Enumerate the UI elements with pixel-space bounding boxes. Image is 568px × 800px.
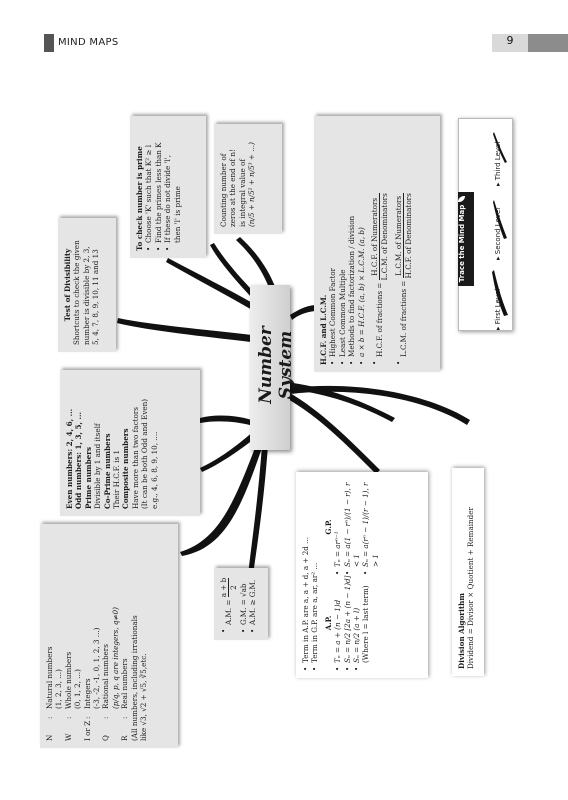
- numbers-key-6: Q: [101, 735, 111, 741]
- ap-formula-1: • Tₙ = a + (n − 1)d: [333, 575, 342, 671]
- division-title: Division Algorithm: [457, 593, 466, 669]
- numbers-text-8: Real numbers: [120, 658, 130, 709]
- header-page-number: 9: [506, 34, 514, 47]
- numbers-key-5: [92, 719, 101, 741]
- divisibility-line-3: 5, 4, 7, 8, 9, 10, 11 and 13: [91, 249, 101, 345]
- branch-divisibility: [117, 318, 252, 342]
- prime-check-title: To check number is prime: [135, 146, 144, 251]
- numbers-text-5: (-3, -2, -1, 0, 1, 2, 3 ...): [92, 627, 102, 709]
- branch-hcf: [290, 305, 315, 320]
- parity-prime-text: Divisible by 1 and itself: [93, 423, 103, 509]
- legend-branch-samples: [460, 120, 512, 330]
- parity-composite-text-2: (It can be both Odd and Even): [140, 398, 150, 509]
- prime-check-bullet-1: • Choose 'K' such that K² ≥ l: [144, 123, 153, 251]
- means-am-fraction: a + b 2: [219, 577, 239, 598]
- hcf-bullet-3: • Methods to find factorization / division: [347, 123, 356, 365]
- legend-title: Trace the Mind Map: [458, 192, 474, 286]
- numbers-note-2: like √3, √2 + √5, ∛5,etc.: [139, 653, 149, 741]
- parity-composite-heading: Composite numbers: [121, 428, 131, 509]
- hcf-fraction: H.C.F. of Numerators L.C.M. of Denominators: [370, 193, 390, 281]
- means-am-label: A.M. =: [223, 599, 233, 625]
- parity-coprime-heading: Co-Prime numbers: [102, 433, 112, 509]
- gp-formula-1: • Tₙ = arⁿ⁻¹: [333, 479, 342, 575]
- numbers-text-2: Whole numbers: [63, 651, 73, 709]
- numbers-key-3: [73, 719, 82, 741]
- ap-formula-3: • Sₙ = n/2 (a + l): [352, 575, 361, 671]
- ap-heading: A.P.: [323, 615, 333, 631]
- numbers-note-1: (All numbers, including irrationals: [129, 615, 139, 741]
- zeros-box: [214, 124, 282, 234]
- branch-parity: [200, 416, 254, 426]
- numbers-text-1: (1, 2, 3, ...): [54, 669, 64, 709]
- numbers-text-4: Integers: [82, 678, 92, 709]
- parity-prime-heading: Prime numbers: [83, 446, 93, 509]
- division-box: [452, 468, 484, 676]
- legend-item-second: ▸ Second Level: [494, 207, 502, 260]
- numbers-text-7: (p/q, p, q are integers, q≠0): [110, 607, 120, 709]
- division-text: Dividend = Divisor × Quotient + Remainder: [466, 507, 476, 669]
- ap-column: [324, 575, 380, 671]
- progression-box: [296, 472, 428, 678]
- ap-formula-2: • Sₙ = n/2 [2a + (n − 1)d]: [343, 575, 352, 671]
- progression-gp-terms: • Term in G.P. are a, ar, ar² ...: [310, 479, 319, 671]
- numbers-text-6: Rational numbers: [101, 644, 111, 709]
- gp-formula-2: • Sₙ = a(1 − rⁿ)/(1 − r), r < 1: [343, 479, 362, 575]
- divisibility-line-2: number is divisible by 2, 3,: [81, 246, 91, 345]
- zeros-line-1: Counting number of: [219, 153, 228, 227]
- hcf-bullet-5-label: H.C.F. of fractions =: [374, 282, 384, 357]
- hcf-bullet-2: • Least Common Multiple: [338, 123, 347, 365]
- prime-check-bullet-2: • Find the primes less than K: [154, 123, 163, 251]
- progression-ap-terms: • Term in A.P. are a, a + d, a + 2d ...: [301, 479, 310, 671]
- numbers-key-0: N: [45, 734, 54, 741]
- means-box: [214, 568, 268, 640]
- gp-heading: G.P.: [323, 519, 333, 535]
- divisibility-box: [58, 218, 116, 352]
- legend-item-first: ▸ First Level: [494, 288, 502, 330]
- parity-composite-text-3: e.g., 4, 6, 8, 9, 10, ....: [149, 431, 159, 509]
- means-inequality: • A.M. ≥ G.M.: [248, 575, 257, 633]
- hcf-bullet-1: • Highest Common Factor: [328, 123, 337, 365]
- numbers-text-0: Natural numbers: [45, 646, 54, 709]
- means-gm: • G.M. = √ab: [239, 575, 248, 633]
- divisibility-line-1: Shortcuts to check the given: [72, 240, 82, 345]
- ap-note: (Where l = last term): [361, 585, 371, 663]
- hcf-bullet-4: • a × b = H.C.F. (a, b) × L.C.M. (a, b): [357, 123, 366, 365]
- zeros-line-2: zeros at the end of n!: [228, 149, 238, 227]
- parity-box: [60, 370, 200, 516]
- prime-check-bullet-3: • If these do not divide 'l',: [163, 123, 172, 251]
- zeros-line-3: is integral value of: [237, 158, 247, 227]
- numbers-key-2: W: [63, 733, 73, 741]
- parity-odd: Odd numbers: 1, 3, 5, ...: [74, 412, 84, 509]
- divisibility-title: Test of Divisibility: [63, 248, 72, 322]
- gp-column: [324, 479, 380, 575]
- header-section-title: MIND MAPS: [58, 37, 119, 48]
- hcf-bullet-6-label: L.C.M. of fractions =: [398, 280, 408, 357]
- numbers-box: [40, 524, 178, 748]
- numbers-text-3: (0, 1, 2, ...): [73, 669, 83, 709]
- numbers-rows: N : Natural numbers (1, 2, 3, ...) W : Whole numbers (0, 1, 2, ...) I or Z : Integers (-3, -2, -1, 0, 1, 2, 3 ...) Q : Rational numbers (p/q, p, q are integers, q≠0) R : Real numbers: [45, 607, 130, 741]
- prime-check-bullet-3b: then 'l' is prime: [172, 186, 182, 243]
- numbers-key-1: [54, 719, 63, 741]
- parity-coprime-text: Their H.C.F. is 1: [112, 449, 122, 509]
- gp-formula-3: • Sₙ = a(rⁿ − 1)/(r − 1), r > 1: [361, 479, 380, 575]
- lcm-fraction: L.C.M. of Numerators H.C.F. of Denominators: [393, 193, 414, 279]
- prime-check-box: [130, 116, 206, 258]
- numbers-key-4: I or Z: [82, 720, 92, 741]
- hcf-title: H.C.F. and L.C.M.: [319, 294, 328, 365]
- parity-even: Even numbers: 2, 4, 6, ...: [65, 408, 74, 509]
- center-title: Number System: [256, 326, 296, 404]
- numbers-key-8: R: [120, 735, 130, 741]
- numbers-key-7: [111, 719, 120, 741]
- parity-composite-text-1: Have more than two factors: [130, 407, 140, 509]
- legend-item-third: ▸ Third Level: [494, 141, 502, 186]
- hcf-lcm-box: [314, 116, 440, 372]
- zeros-formula: (n/5 + n/5² + n/5³ + ...): [247, 142, 257, 227]
